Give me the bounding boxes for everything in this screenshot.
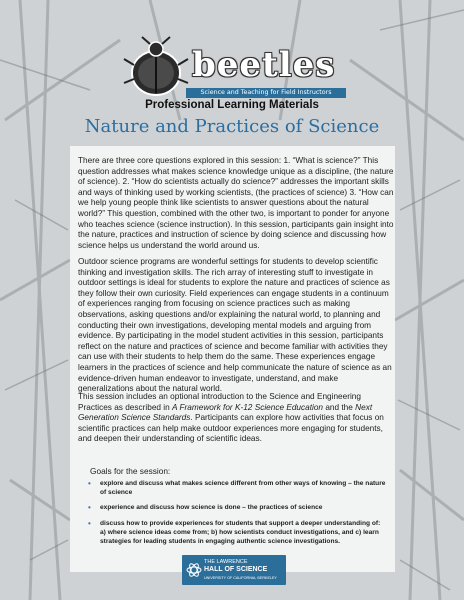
logo-tagline: Science and Teaching for Field Instructors [186, 88, 346, 98]
atom-icon [186, 562, 202, 578]
goal-text: discuss how to provide experiences for students that support a deeper understanding of: a) where science ideas come from; b) how scientists conduct investigations, and c) learn strategies for leading students in engaging authentic science investigations. [100, 519, 381, 546]
beetle-icon [120, 35, 190, 105]
logo-wordmark: beetles [192, 45, 336, 85]
intro-paragraph: There are three core questions explored in this session: 1. “What is science?” This question addresses what makes science knowledge unique as a discipline, (the nature of science). 2. “How do scientists actually do science?” addresses the important skills and ways of thinking used by working scientists, (the practices of science) 3. “How can we help young people think like scientists to answer questions about the natural world?” This question, combined with the other two, is important to ponder for anyone who teaches science (science instruction). In this session, participants gain insight into the nature, practices and instruction of science by doing science and discussing how science helps us understand the world around us. [78, 156, 394, 250]
lawrence-hall-logo [182, 555, 286, 585]
bullet-icon: • [88, 503, 91, 513]
framework-text: and the [323, 402, 356, 412]
list-item [86, 479, 386, 497]
goals-list [86, 479, 386, 552]
footer-line-1: THE LAWRENCE [204, 559, 248, 565]
framework-text: . Participants can explore how activities that focus on scientific practices can help make outdoor experiences more engaging for students, and deepen their understanding of scientific ideas. [78, 413, 384, 444]
footer-line-2: HALL OF SCIENCE [204, 566, 268, 573]
goal-text: experience and discuss how science is done – the practices of science [100, 504, 323, 512]
document-kicker: Professional Learning Materials [145, 99, 319, 111]
goal-text: explore and discuss what makes science different from other ways of knowing – the nature of science [100, 480, 386, 497]
framework-text: This session includes an optional introduction to the Science and Engineering Practices as described in [78, 392, 361, 412]
page-title: Nature and Practices of Science [84, 116, 380, 137]
ngss-title: Next Generation Science Standards [78, 402, 373, 423]
goals-heading: Goals for the session: [90, 466, 171, 476]
list-item [86, 519, 386, 547]
framework-paragraph [78, 392, 394, 445]
footer-line-3: UNIVERSITY OF CALIFORNIA, BERKELEY [204, 576, 277, 580]
outdoor-programs-paragraph: Outdoor science programs are wonderful settings for students to develop scientific thinking and investigation skills. The rich array of interesting stuff to investigate in outdoor settings is ideal for students to explore the nature and practices of science as they follow their own curiosity. Field experiences can engage students in a continuum of experiences ranging from focusing on science practices such as making observations, asking questions and/or explaining the natural world, to planning and conducting their own investigations, developing mental models and arguing from evidence. By participating in the model student activities in this session, participants reflect on the nature and practices of science and become familiar with activities they can use with their students to help them do the same. These experiences engage learners in the practices of science and help communicate the nature of science as an evidence-driven human endeavor to investigate, understand, and make generalizations about the natural world. [78, 257, 392, 394]
list-item [86, 503, 386, 512]
bullet-icon: • [88, 518, 91, 528]
framework-title: A Framework for K-12 Science Education [172, 402, 324, 412]
bullet-icon: • [88, 479, 91, 488]
